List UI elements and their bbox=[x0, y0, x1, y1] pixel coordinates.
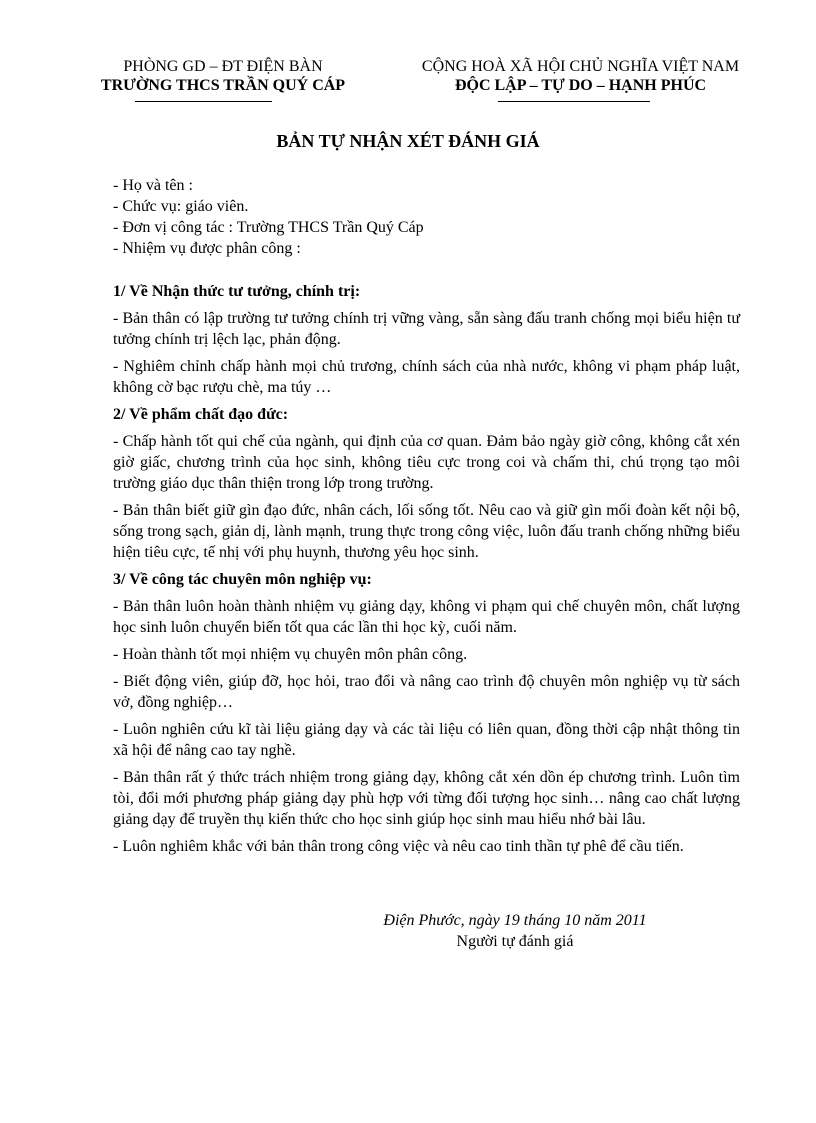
section-professional-work bbox=[113, 569, 740, 857]
paragraph: - Luôn nghiêm khắc với bản thân trong công việc và nêu cao tinh thần tự phê để cầu tiến. bbox=[113, 838, 684, 855]
document-title: BẢN TỰ NHẬN XÉT ĐÁNH GIÁ bbox=[276, 131, 540, 151]
paragraph: - Nghiêm chỉnh chấp hành mọi chủ trương, chính sách của nhà nước, không vi phạm pháp luật, không cờ bạc rượu chè, ma túy … bbox=[113, 358, 740, 396]
national-title: CỘNG HOÀ XÃ HỘI CHỦ NGHĨA VIỆT NAM bbox=[421, 58, 740, 75]
header-left-underline bbox=[135, 101, 272, 102]
paragraph: - Bản thân rất ý thức trách nhiệm trong giảng dạy, không cắt xén dồn ép chương trình. Luôn tìm tòi, đổi mới phương pháp giảng dạy phù hợp với từng đối tượng học sinh… nâng cao chất lượng giảng dạy để truyền thụ kiến thức cho học sinh giúp học sinh mau hiểu nhớ bài lâu. bbox=[113, 769, 740, 828]
department-name: PHÒNG GD – ĐT ĐIỆN BÀN bbox=[123, 58, 323, 75]
paragraph: - Chấp hành tốt qui chế của ngành, qui định của cơ quan. Đảm bảo ngày giờ công, không cắt xén giờ giấc, chương trình của học sinh, không tiêu cực trong coi và chấm thi, chú trọng tạo môi trường giáo dục thân thiện trong lớp trong trường. bbox=[113, 433, 740, 492]
section-heading: 3/ Về công tác chuyên môn nghiệp vụ: bbox=[113, 571, 372, 588]
paragraph: - Luôn nghiên cứu kĩ tài liệu giảng dạy và các tài liệu có liên quan, đồng thời cập nhật thông tin xã hội để nâng cao tay nghề. bbox=[113, 721, 740, 759]
paragraph: - Bản thân luôn hoàn thành nhiệm vụ giảng dạy, không vi phạm qui chế chuyên môn, chất lượng học sinh luôn chuyển biến tốt qua các lần thi học kỳ, cuối năm. bbox=[113, 598, 740, 636]
evaluation-body bbox=[113, 281, 740, 863]
section-political-awareness bbox=[113, 281, 740, 398]
national-motto: ĐỘC LẬP – TỰ DO – HẠNH PHÚC bbox=[454, 77, 707, 94]
section-heading: 2/ Về phẩm chất đạo đức: bbox=[113, 406, 289, 423]
signature-block bbox=[360, 910, 670, 952]
info-workplace: - Đơn vị công tác : Trường THCS Trần Quý Cáp bbox=[113, 219, 424, 236]
place-and-date: Điện Phước, ngày 19 tháng 10 năm 2011 bbox=[383, 912, 647, 929]
info-assigned-duty: - Nhiệm vụ được phân công : bbox=[113, 240, 301, 257]
personal-info bbox=[113, 175, 424, 259]
header-right-underline bbox=[498, 101, 650, 102]
paragraph: - Bản thân có lập trường tư tưởng chính trị vững vàng, sẵn sàng đấu tranh chống mọi biểu hiện tư tưởng chính trị lệch lạc, phản động. bbox=[113, 310, 740, 348]
section-heading: 1/ Về Nhận thức tư tưởng, chính trị: bbox=[113, 283, 361, 300]
paragraph: - Hoàn thành tốt mọi nhiệm vụ chuyên môn phân công. bbox=[113, 646, 468, 663]
signer-role: Người tự đánh giá bbox=[456, 933, 574, 950]
header-left bbox=[78, 57, 368, 95]
header-right bbox=[403, 57, 758, 95]
paragraph: - Bản thân biết giữ gìn đạo đức, nhân cách, lối sống tốt. Nêu cao và giữ gìn mối đoàn kết nội bộ, sống trong sạch, giản dị, lành mạnh, trung thực trong công việc, luôn đấu tranh chống những biểu hiện tiêu cực, tế nhị với phụ huynh, thương yêu học sinh. bbox=[113, 502, 740, 561]
school-name: TRƯỜNG THCS TRẦN QUÝ CÁP bbox=[100, 77, 346, 94]
info-position: - Chức vụ: giáo viên. bbox=[113, 198, 249, 215]
section-moral-qualities bbox=[113, 404, 740, 563]
info-full-name: - Họ và tên : bbox=[113, 177, 193, 194]
paragraph: - Biết động viên, giúp đỡ, học hỏi, trao đổi và nâng cao trình độ chuyên môn nghiệp vụ từ sách vở, đồng nghiệp… bbox=[113, 673, 740, 711]
